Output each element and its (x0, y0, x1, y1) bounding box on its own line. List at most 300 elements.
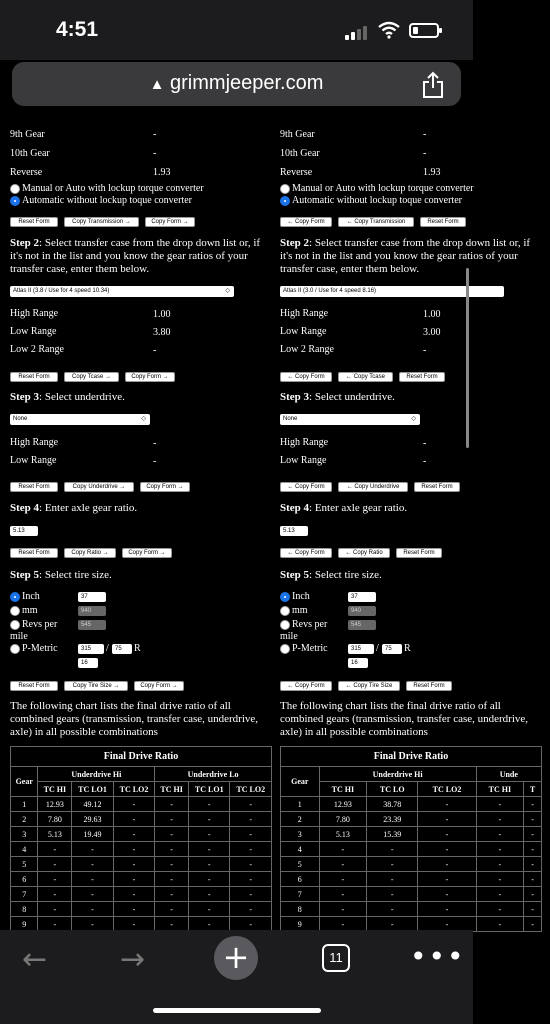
reset-form-button[interactable]: Reset Form (414, 482, 460, 492)
pmetric-r: R (404, 643, 411, 654)
table-cell: - (476, 797, 523, 812)
table-cell: - (418, 872, 476, 887)
table-cell: - (476, 812, 523, 827)
table-cell: - (113, 887, 154, 902)
table-row (11, 812, 272, 827)
table-cell: - (230, 797, 272, 812)
copy-form-back-button[interactable]: ← Copy Form (280, 681, 332, 691)
table-cell: - (230, 812, 272, 827)
table-cell: - (524, 902, 542, 917)
table-caption: Final Drive Ratio (281, 747, 542, 767)
table-cell: - (189, 797, 230, 812)
forward-arrow-icon[interactable]: → (120, 942, 146, 977)
table-cell: 7.80 (38, 812, 72, 827)
table-cell: - (230, 917, 272, 932)
radio-circle-icon (10, 644, 20, 654)
table-cell: 5 (281, 857, 320, 872)
table-cell: - (367, 887, 418, 902)
status-time: 4:51 (56, 18, 99, 41)
radio-checked-icon (280, 196, 290, 206)
table-cell: 12.93 (319, 797, 366, 812)
column-header: TC LO (367, 782, 418, 797)
table-cell: 7 (281, 887, 320, 902)
table-cell: 23.39 (367, 812, 418, 827)
radio-tire-pmetric[interactable]: P-Metric (10, 643, 58, 654)
reset-form-button[interactable]: Reset Form (406, 681, 452, 691)
radio-tire-mm[interactable]: mm (280, 605, 308, 616)
pmetric-aspect-input[interactable]: 75 (112, 644, 132, 654)
underdrive-value: - (423, 438, 427, 449)
table-group-row (11, 767, 272, 782)
table-cell: - (524, 827, 542, 842)
table-cell: - (418, 857, 476, 872)
radio-tire-inch[interactable]: Inch (10, 591, 40, 602)
table-cell: 7.80 (319, 812, 366, 827)
underdrive-value: - (153, 456, 157, 467)
table-cell: - (476, 857, 523, 872)
table-row (11, 797, 272, 812)
tire-inch-input[interactable]: 37 (78, 592, 106, 602)
table-row (11, 827, 272, 842)
pmetric-rim-input[interactable]: 16 (348, 658, 368, 668)
table-caption: Final Drive Ratio (11, 747, 272, 767)
table-cell: - (367, 902, 418, 917)
radio-tire-pmetric[interactable]: P-Metric (280, 643, 328, 654)
table-cell: - (418, 842, 476, 857)
pmetric-rim-input[interactable]: 16 (78, 658, 98, 668)
table-row (11, 902, 272, 917)
gear-value: 1.93 (153, 167, 171, 178)
table-cell: 9 (11, 917, 38, 932)
radio-tire-revs[interactable]: Revs per (10, 619, 57, 630)
table-cell: - (524, 887, 542, 902)
table-cell: - (476, 827, 523, 842)
radio-circle-icon (280, 644, 290, 654)
table-cell: - (418, 917, 476, 932)
gear-header: Gear (281, 767, 320, 797)
table-cell: - (230, 872, 272, 887)
table-row (281, 827, 542, 842)
table-cell: - (319, 857, 366, 872)
tcase-value: - (153, 345, 157, 356)
table-cell: - (189, 917, 230, 932)
table-cell: - (155, 842, 189, 857)
new-tab-plus-icon[interactable]: + (214, 936, 258, 980)
step2-instructions: Step 2: Select transfer case from the drop down list or, if it's not in the list and you know the gear ratios of your transfer case, enter them below. (10, 237, 261, 275)
radio-tire-revs[interactable]: Revs per (280, 619, 327, 630)
underdrive-label: Low Range (10, 455, 57, 466)
table-cell: - (72, 917, 113, 932)
table-cell: - (524, 797, 542, 812)
table-cell: 8 (11, 902, 38, 917)
gear-value: 1.93 (423, 167, 441, 178)
tcase-value: 1.00 (423, 309, 441, 320)
table-cell: - (476, 842, 523, 857)
table-cell: - (72, 842, 113, 857)
table-cell: 3 (11, 827, 38, 842)
table-cell: - (476, 902, 523, 917)
table-cell: - (113, 902, 154, 917)
table-group-row (281, 767, 542, 782)
table-cell: - (367, 917, 418, 932)
table-cell: 6 (11, 872, 38, 887)
cellular-signal-icon (345, 24, 371, 40)
radio-auto-no-lockup[interactable]: Automatic without lockup toque converter (10, 195, 192, 206)
more-options-icon[interactable]: ••• (410, 940, 466, 973)
gear-value: - (153, 148, 157, 159)
transfer-case-select[interactable]: Atlas II (3.0 / Use for 4 speed 8.16) (280, 286, 504, 297)
table-row (11, 887, 272, 902)
copy-transmission-button[interactable]: Copy Transmission → (64, 217, 139, 227)
table-cell: - (367, 842, 418, 857)
gear-label: 10th Gear (280, 148, 320, 159)
reset-form-button[interactable]: Reset Form (420, 217, 466, 227)
table-cell: - (113, 812, 154, 827)
radio-circle-icon (10, 184, 20, 194)
table-cell: 5.13 (38, 827, 72, 842)
gear-value: - (423, 148, 427, 159)
tire-inch-input[interactable]: 37 (348, 592, 376, 602)
table-cell: - (189, 902, 230, 917)
table-row (11, 842, 272, 857)
column-header: TC HI (319, 782, 366, 797)
table-cell: - (72, 872, 113, 887)
transfer-case-select[interactable]: Atlas II (3.8 / Use for 4 speed 10.34) ◇ (10, 286, 234, 297)
table-header-row (11, 782, 272, 797)
radio-circle-icon (280, 606, 290, 616)
table-cell: - (230, 842, 272, 857)
column-header: TC LO2 (418, 782, 476, 797)
battery-icon (409, 23, 439, 38)
pmetric-width-input[interactable]: 315 (78, 644, 104, 654)
radio-auto-no-lockup[interactable]: Automatic without lockup toque converter (280, 195, 462, 206)
pmetric-r: R (134, 643, 141, 654)
table-cell: - (189, 857, 230, 872)
table-cell: - (476, 887, 523, 902)
underdrive-label: High Range (280, 437, 329, 448)
copy-transmission-back-button[interactable]: ← Copy Transmission (338, 217, 414, 227)
table-cell: - (319, 872, 366, 887)
group-header-hi: Underdrive Hi (319, 767, 476, 782)
table-cell: - (524, 872, 542, 887)
table-cell: - (72, 887, 113, 902)
table-cell: - (72, 857, 113, 872)
tcase-label: High Range (280, 308, 329, 319)
table-cell: - (38, 917, 72, 932)
table-cell: - (38, 887, 72, 902)
table-cell: - (524, 842, 542, 857)
table-cell: - (155, 872, 189, 887)
table-cell: 8 (281, 902, 320, 917)
tire-mm-input[interactable]: 940 (348, 606, 376, 616)
radio-manual-lockup[interactable]: Manual or Auto with lockup torque converter (10, 183, 204, 194)
tire-mm-input[interactable]: 940 (78, 606, 106, 616)
table-row (281, 902, 542, 917)
table-row (281, 842, 542, 857)
copy-form-button[interactable]: Copy Form → (125, 372, 175, 382)
calculator-right (280, 108, 536, 930)
group-header-hi: Underdrive Hi (38, 767, 155, 782)
reset-form-button[interactable]: Reset Form (10, 372, 58, 382)
reset-form-button[interactable]: Reset Form (396, 548, 442, 558)
underdrive-label: High Range (10, 437, 59, 448)
table-cell: - (319, 842, 366, 857)
table-cell: - (319, 902, 366, 917)
table-cell: 5.13 (319, 827, 366, 842)
page-content (0, 108, 536, 930)
table-cell: - (319, 917, 366, 932)
table-cell: - (113, 917, 154, 932)
underdrive-value: - (153, 438, 157, 449)
chart-intro-text: The following chart lists the final drive ratio of all combined gears (transmission, transfer case, underdrive, axle) in all possible combinations (280, 700, 529, 738)
reset-form-button[interactable]: Reset Form (10, 681, 58, 691)
copy-tcase-button[interactable]: Copy Tcase → (64, 372, 119, 382)
column-header: TC LO2 (230, 782, 272, 797)
table-cell: 2 (11, 812, 38, 827)
address-bar[interactable] (12, 62, 461, 106)
copy-form-button[interactable]: Copy Form → (140, 482, 190, 492)
table-cell: - (230, 887, 272, 902)
underdrive-select[interactable]: None ◇ (10, 414, 150, 425)
table-cell: - (418, 797, 476, 812)
copy-tire-size-button[interactable]: Copy Tire Size → (64, 681, 128, 691)
copy-form-back-button[interactable]: ← Copy Form (280, 217, 332, 227)
radio-tire-inch[interactable]: Inch (280, 591, 310, 602)
table-cell: - (189, 812, 230, 827)
gear-value: - (423, 129, 427, 140)
table-cell: - (113, 827, 154, 842)
table-cell: - (189, 887, 230, 902)
table-row (281, 872, 542, 887)
copy-tcase-back-button[interactable]: ← Copy Tcase (338, 372, 393, 382)
tcase-label: Low Range (10, 326, 57, 337)
table-cell: - (524, 917, 542, 932)
table-cell: - (367, 857, 418, 872)
step5-instructions: Step 5: Select tire size. (10, 569, 112, 581)
final-drive-ratio-table (280, 746, 542, 932)
table-cell: 4 (11, 842, 38, 857)
axle-ratio-input[interactable]: 5.13 (280, 526, 308, 536)
table-cell: - (230, 827, 272, 842)
table-cell: - (418, 827, 476, 842)
table-cell: - (38, 902, 72, 917)
url-text: grimmjeeper.com (170, 72, 324, 94)
table-cell: - (38, 857, 72, 872)
table-cell: 12.93 (38, 797, 72, 812)
gear-value: - (153, 129, 157, 140)
table-cell: - (418, 812, 476, 827)
step4-instructions: Step 4: Enter axle gear ratio. (10, 502, 138, 514)
table-header-row (281, 782, 542, 797)
table-cell: - (367, 872, 418, 887)
column-header: TC HI (155, 782, 189, 797)
table-cell: - (524, 812, 542, 827)
table-cell: - (189, 842, 230, 857)
table-cell: - (72, 902, 113, 917)
table-cell: - (155, 812, 189, 827)
table-cell: - (38, 842, 72, 857)
radio-checked-icon (10, 592, 20, 602)
table-cell: - (230, 902, 272, 917)
scrollbar[interactable] (466, 268, 469, 448)
reset-form-button[interactable]: Reset Form (10, 482, 58, 492)
table-cell: - (230, 857, 272, 872)
tcase-label: Low Range (280, 326, 327, 337)
axle-ratio-input[interactable]: 5.13 (10, 526, 38, 536)
radio-manual-lockup[interactable]: Manual or Auto with lockup torque converter (280, 183, 474, 194)
group-header-lo: Unde (476, 767, 541, 782)
table-cell: 38.78 (367, 797, 418, 812)
table-cell: 6 (281, 872, 320, 887)
copy-form-button[interactable]: Copy Form → (122, 548, 172, 558)
radio-tire-mm[interactable]: mm (10, 605, 38, 616)
copy-underdrive-back-button[interactable]: ← Copy Underdrive (338, 482, 408, 492)
table-cell: - (155, 857, 189, 872)
table-cell: - (319, 887, 366, 902)
copy-tire-size-back-button[interactable]: ← Copy Tire Size (338, 681, 400, 691)
gear-header: Gear (11, 767, 38, 797)
copy-form-back-button[interactable]: ← Copy Form (280, 482, 332, 492)
table-row (281, 887, 542, 902)
revs-label-cont: mile (10, 631, 28, 642)
radio-circle-icon (10, 620, 20, 630)
gear-label: Reverse (10, 167, 43, 178)
table-caption-row (281, 747, 542, 767)
tcase-label: Low 2 Range (280, 344, 334, 355)
radio-circle-icon (10, 606, 20, 616)
chevron-updown-icon: ◇ (411, 416, 416, 422)
table-cell: - (38, 872, 72, 887)
pmetric-width-input[interactable]: 315 (348, 644, 374, 654)
underdrive-select[interactable]: None ◇ (280, 414, 420, 425)
table-cell: 9 (281, 917, 320, 932)
table-cell: 5 (11, 857, 38, 872)
copy-form-back-button[interactable]: ← Copy Form (280, 548, 332, 558)
table-cell: 7 (11, 887, 38, 902)
gear-label: 10th Gear (10, 148, 50, 159)
gear-label: 9th Gear (10, 129, 45, 140)
table-cell: 19.49 (72, 827, 113, 842)
column-header: TC LO1 (189, 782, 230, 797)
table-cell: 1 (11, 797, 38, 812)
table-cell: 29.63 (72, 812, 113, 827)
gear-label-8th-partial (10, 104, 13, 115)
column-header: T (524, 782, 542, 797)
table-cell: - (476, 872, 523, 887)
column-header: TC LO2 (113, 782, 154, 797)
copy-ratio-button[interactable]: Copy Ratio → (64, 548, 116, 558)
table-cell: - (113, 842, 154, 857)
table-cell: - (524, 857, 542, 872)
table-cell: - (155, 917, 189, 932)
table-cell: - (113, 797, 154, 812)
table-cell: 49.12 (72, 797, 113, 812)
radio-checked-icon (280, 592, 290, 602)
table-cell: - (189, 827, 230, 842)
copy-form-button[interactable]: Copy Form → (134, 681, 184, 691)
step3-instructions: Step 3: Select underdrive. (280, 391, 395, 403)
tcase-label: Low 2 Range (10, 344, 64, 355)
tire-revs-input[interactable]: 545 (348, 620, 376, 630)
gear-label: Reverse (280, 167, 313, 178)
chart-intro-text: The following chart lists the final drive ratio of all combined gears (transmission, transfer case, underdrive, axle) in all possible combinations (10, 700, 259, 738)
share-icon[interactable] (421, 71, 445, 99)
wifi-icon (378, 21, 400, 39)
table-row (281, 857, 542, 872)
table-cell: - (113, 872, 154, 887)
column-header: TC HI (38, 782, 72, 797)
step5-instructions: Step 5: Select tire size. (280, 569, 382, 581)
radio-checked-icon (10, 196, 20, 206)
table-cell: - (476, 917, 523, 932)
reset-form-button[interactable]: Reset Form (399, 372, 445, 382)
column-header: TC HI (476, 782, 523, 797)
tcase-label: High Range (10, 308, 59, 319)
tcase-value: 1.00 (153, 309, 171, 320)
tab-count-button[interactable]: 11 (322, 944, 350, 972)
table-row (11, 872, 272, 887)
status-bar (0, 0, 473, 60)
home-indicator (153, 1008, 321, 1013)
tcase-value: - (423, 345, 427, 356)
radio-circle-icon (280, 184, 290, 194)
underdrive-label: Low Range (280, 455, 327, 466)
group-header-lo: Underdrive Lo (155, 767, 272, 782)
pmetric-slash: / (376, 643, 379, 654)
pmetric-slash: / (106, 643, 109, 654)
final-drive-ratio-table (10, 746, 272, 932)
copy-underdrive-button[interactable]: Copy Underdrive → (64, 482, 134, 492)
tire-revs-input[interactable]: 545 (78, 620, 106, 630)
step2-instructions: Step 2: Select transfer case from the drop down list or, if it's not in the list and you know the gear ratios of your transfer case, enter them below. (280, 237, 531, 275)
table-row (281, 797, 542, 812)
table-cell: - (418, 887, 476, 902)
table-cell: - (155, 827, 189, 842)
table-cell: - (189, 872, 230, 887)
copy-form-back-button[interactable]: ← Copy Form (280, 372, 332, 382)
pmetric-aspect-input[interactable]: 75 (382, 644, 402, 654)
underdrive-value: - (423, 456, 427, 467)
table-cell: - (418, 902, 476, 917)
radio-circle-icon (280, 620, 290, 630)
revs-label-cont: mile (280, 631, 298, 642)
table-cell: - (113, 857, 154, 872)
table-cell: 2 (281, 812, 320, 827)
table-row (11, 857, 272, 872)
warning-icon: ▲ (149, 76, 165, 93)
copy-ratio-back-button[interactable]: ← Copy Ratio (338, 548, 390, 558)
reset-form-button[interactable]: Reset Form (10, 217, 58, 227)
table-cell: - (155, 797, 189, 812)
table-cell: 15.39 (367, 827, 418, 842)
step3-instructions: Step 3: Select underdrive. (10, 391, 125, 403)
tcase-value: 3.00 (423, 327, 441, 338)
table-cell: - (155, 902, 189, 917)
back-arrow-icon[interactable]: ← (22, 942, 48, 977)
table-cell: 4 (281, 842, 320, 857)
reset-form-button[interactable]: Reset Form (10, 548, 58, 558)
column-header: TC LO1 (72, 782, 113, 797)
gear-label: 9th Gear (280, 129, 315, 140)
chevron-updown-icon: ◇ (141, 416, 146, 422)
table-caption-row (11, 747, 272, 767)
step4-instructions: Step 4: Enter axle gear ratio. (280, 502, 408, 514)
table-row (281, 812, 542, 827)
table-cell: 3 (281, 827, 320, 842)
copy-form-button[interactable]: Copy Form → (145, 217, 195, 227)
tcase-value: 3.80 (153, 327, 171, 338)
table-cell: 1 (281, 797, 320, 812)
